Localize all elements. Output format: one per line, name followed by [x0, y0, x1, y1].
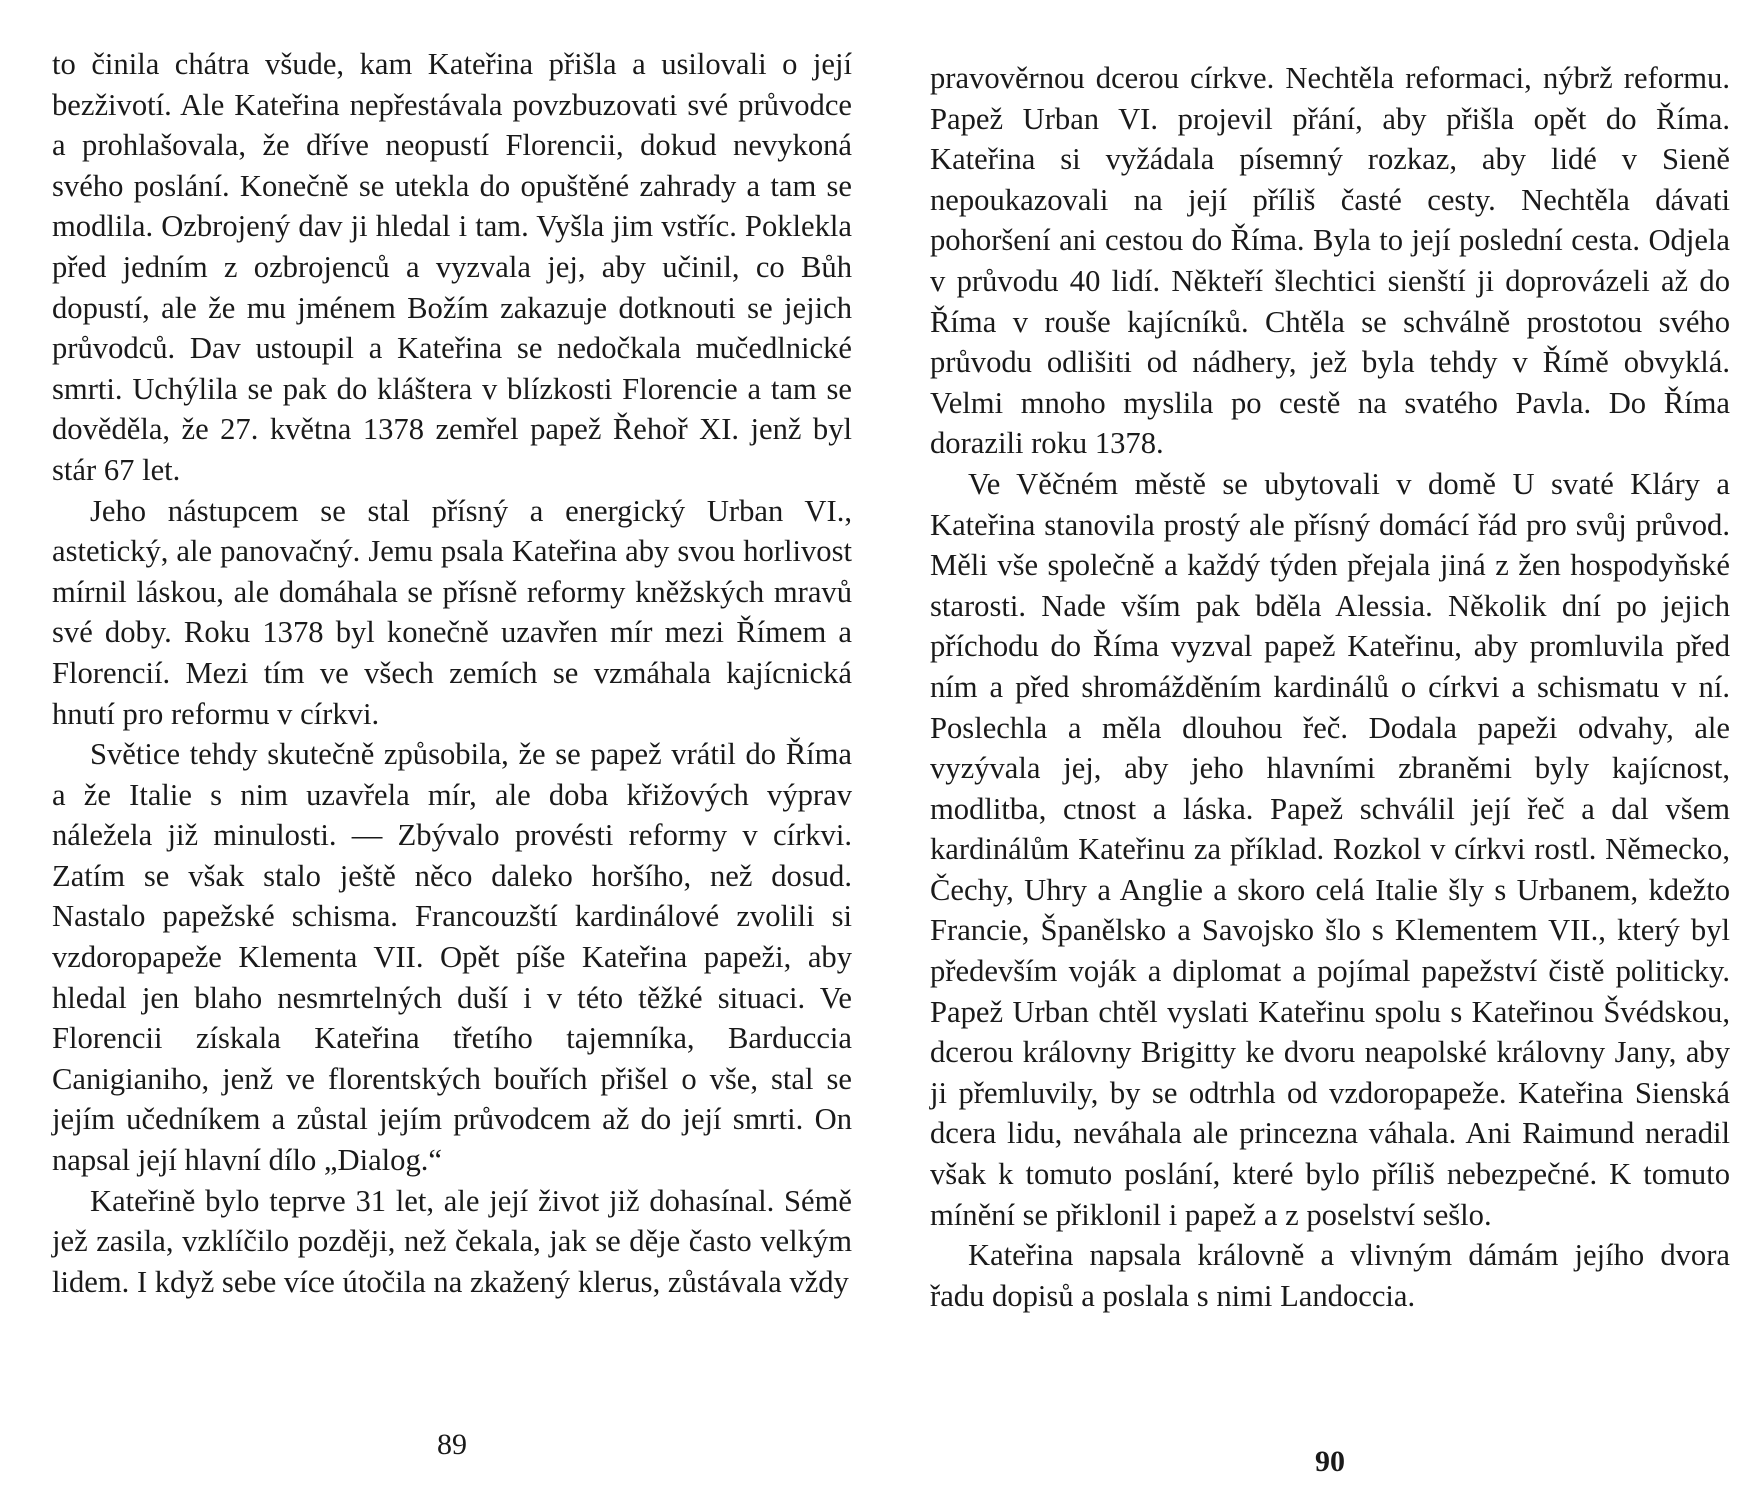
paragraph: Kateřině bylo teprve 31 let, ale její život již dohasínal. Sémě jež zasila, vzklíčilo později, než čekala, jak se děje často velkým lidem. I když sebe více útočila na zkažený klerus, zůstávala vždy [52, 1183, 852, 1299]
right-page [930, 58, 1730, 1478]
right-page-text [930, 58, 1730, 1316]
paragraph: Ve Věčném městě se ubytovali v domě U svaté Kláry a Kateřina stanovila prostý ale přísný domácí řád pro svůj průvod. Měli vše společně a každý týden přejala jiná z žen hospodyňské starosti. Nade vším pak bděla Alessia. Několik dní po jejich příchodu do Říma vyzval papež Kateřinu, aby promluvila před ním a před shromážděním kardinálů o církvi a schismatu v ní. Poslechla a měla dlouhou řeč. Dodala papeži odvahy, ale vyzývala jej, aby jeho hlavními zbraněmi byly kajícnost, modlitba, ctnost a láska. Papež schválil její řeč a dal všem kardinálům Kateřinu za příklad. Rozkol v církvi rostl. Německo, Čechy, Uhry a Anglie a skoro celá Italie šly s Urbanem, kdežto Francie, Španělsko a Savojsko šlo s Klementem VII., který byl především voják a diplomat a pojímal papežství čistě politicky. Papež Urban chtěl vyslati Kateřinu spolu s Kateřinou Švédskou, dcerou královny Brigitty ke dvoru neapolské královny Jany, aby ji přemluvily, by se odtrhla od vzdoropapeže. Kateřina Sienská dcera lidu, neváhala ale princezna váhala. Ani Raimund neradil však k tomuto poslání, které bylo příliš nebezpečné. K tomuto mínění se přiklonil i papež a z poselství sešlo. [930, 466, 1730, 1232]
page-number: 89 [437, 1428, 467, 1461]
paragraph: Jeho nástupcem se stal přísný a energický Urban VI., astetický, ale panovačný. Jemu psala Kateřina aby svou horlivost mírnil láskou, ale domáhala se přísně reformy kněžských mravů své doby. Roku 1378 byl konečně uzavřen mír mezi Římem a Florencií. Mezi tím ve všech zemích se vzmáhala kajícnická hnutí pro reformu v církvi. [52, 493, 852, 731]
left-page [52, 44, 852, 1464]
paragraph: to činila chátra všude, kam Kateřina přišla a usilovali o její bezživotí. Ale Kateřina nepřestávala povzbuzovati své průvodce a prohlašovala, že dříve neopustí Florencii, dokud nevykoná svého poslání. Konečně se utekla do opuštěné zahrady a tam se modlila. Ozbrojený dav ji hledal i tam. Vyšla jim vstříc. Poklekla před jedním z ozbrojenců a vyzvala jej, aby učinil, co Bůh dopustí, ale že mu jménem Božím zakazuje dotknouti se jejich průvodců. Dav ustoupil a Kateřina se nedočkala mučedlnické smrti. Uchýlila se pak do kláštera v blízkosti Florencie a tam se dověděla, že 27. května 1378 zemřel papež Řehoř XI. jenž byl stár 67 let. [52, 47, 852, 487]
paragraph: pravověrnou dcerou církve. Nechtěla reformaci, nýbrž reformu. Papež Urban VI. projevil přání, aby přišla opět do Říma. Kateřina si vyžádala písemný rozkaz, aby lidé v Sieně nepoukazovali na její příliš časté cesty. Nechtěla dávati pohoršení ani cestou do Říma. Byla to její poslední cesta. Odjela v průvodu 40 lidí. Někteří šlechtici sienští ji doprovázeli až do Říma v rouše kajícníků. Chtěla se schválně prostotou svého průvodu odlišiti od nádhery, jež byla tehdy v Římě obvyklá. Velmi mnoho myslila po cestě na svatého Pavla. Do Říma dorazili roku 1378. [930, 61, 1730, 461]
left-page-text [52, 44, 852, 1302]
paragraph: Světice tehdy skutečně způsobila, že se papež vrátil do Říma a že Italie s nim uzavřela mír, ale doba křižových výprav náležela již minulosti. — Zbývalo provésti reformy v církvi. Zatím se však stalo ještě něco daleko horšího, než dosud. Nastalo papežské schisma. Francouzští kardinálové zvolili si vzdoropapeže Klementa VII. Opět píše Kateřina papeži, aby hledal jen blaho nesmrtelných duší i v této těžké situaci. Ve Florencii získala Kateřina třetího tajemníka, Barduccia Canigianiho, jenž ve florentských bouřích přišel o vše, stal se jejím učedníkem a zůstal jejím průvodcem až do její smrti. On napsal její hlavní dílo „Dialog.“ [52, 737, 852, 1178]
page-number: 90 [1315, 1445, 1345, 1478]
paragraph: Kateřina napsala královně a vlivným dámám jejího dvora řadu dopisů a poslala s nimi Landoccia. [930, 1238, 1730, 1313]
gutter [872, 0, 874, 1500]
